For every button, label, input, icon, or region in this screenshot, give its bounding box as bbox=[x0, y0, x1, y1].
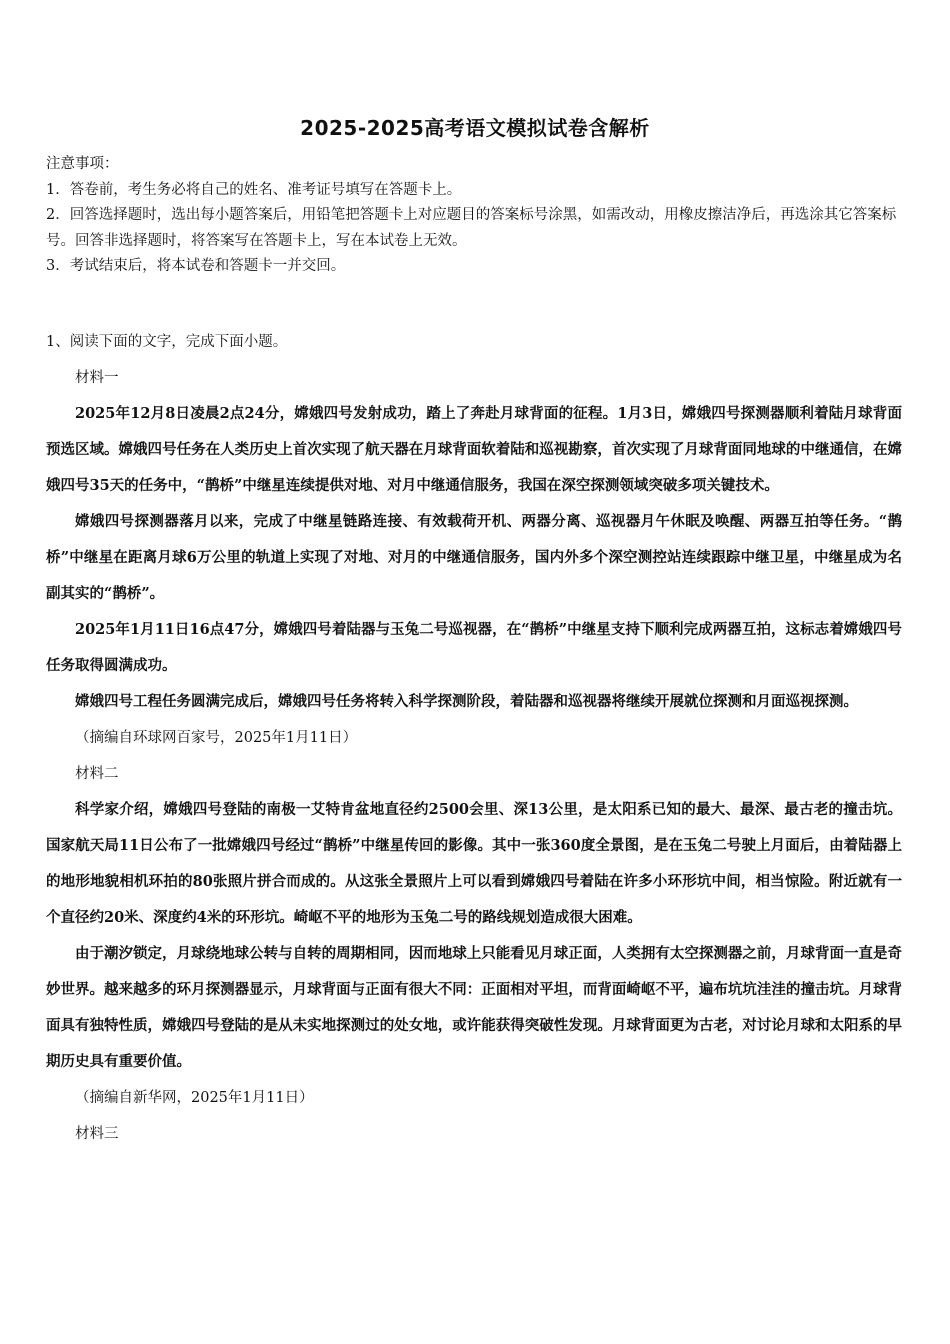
paragraph: 科学家介绍，嫦娥四号登陆的南极一艾特肯盆地直径约2500会里、深13公里，是太阳系已知的最大、最深、最古老的撞击坑。国家航天局11日公布了一批嫦娥四号经过“鹊桥”中继星传回的影像。其中一张360度全景图，是在玉兔二号驶上月面后，由着陆器上的地形地貌相机环拍的80张照片拼合而成的。从这张全景照片上可以看到嫦娥四号着陆在许多小环形坑中间，相当惊险。附近就有一个直径约20米、深度约4米的环形坑。崎岖不平的地形为玉兔二号的路线规划造成很大困难。 bbox=[46, 801, 902, 926]
paragraph: 由于潮汐锁定，月球绕地球公转与自转的周期相同，因而地球上只能看见月球正面，人类拥有太空探测器之前，月球背面一直是奇妙世界。越来越多的环月探测器显示，月球背面与正面有很大不同：正面相对平坦，而背面崎岖不平，遍布坑坑洼洼的撞击坑。月球背面具有独特性质，嫦娥四号登陆的是从未实地探测过的处女地，或许能获得突破性发现。月球背面更为古老，对讨论月球和太阳系的早期历史具有重要价值。 bbox=[46, 945, 902, 1070]
paragraph: 2025年1月11日16点47分，嫦娥四号着陆器与玉兔二号巡视器，在“鹊桥”中继星支持下顺利完成两器互拍，这标志着嫦娥四号任务取得圆满成功。 bbox=[46, 621, 902, 674]
paragraph: 嫦娥四号工程任务圆满完成后，嫦娥四号任务将转入科学探测阶段，着陆器和巡视器将继续开展就位探测和月面巡视探测。 bbox=[75, 693, 858, 710]
notes-section bbox=[46, 152, 906, 280]
material-label: 材料三 bbox=[75, 1126, 119, 1142]
notes-heading: 注意事项： bbox=[46, 156, 119, 172]
question-body bbox=[46, 324, 902, 1152]
source-citation: （摘编自环球网百家号，2025年1月11日） bbox=[75, 730, 358, 746]
notes-item: 2．回答选择题时，选出每小题答案后，用铅笔把答题卡上对应题目的答案标号涂黑，如需改动，用橡皮擦洁净后，再选涂其它答案标号。回答非选择题时，将答案写在答题卡上，写在本试卷上无效。 bbox=[46, 207, 897, 249]
notes-item: 3．考试结束后，将本试卷和答题卡一并交回。 bbox=[46, 258, 346, 274]
paragraph: 嫦娥四号探测器落月以来，完成了中继星链路连接、有效载荷开机、两器分离、巡视器月午休眠及唤醒、两器互拍等任务。“鹊桥”中继星在距离月球6万公里的轨道上实现了对地、对月的中继通信服务，国内外多个深空测控站连续跟踪中继卫星，中继星成为名副其实的“鹊桥”。 bbox=[46, 513, 902, 602]
notes-item: 1．答卷前，考生务必将自己的姓名、准考证号填写在答题卡上。 bbox=[46, 181, 462, 198]
source-citation: （摘编自新华网，2025年1月11日） bbox=[75, 1090, 314, 1106]
material-label: 材料一 bbox=[75, 370, 119, 386]
page-title: 2025-2025高考语文模拟试卷含解析 bbox=[300, 116, 650, 140]
paragraph: 2025年12月8日凌晨2点24分，嫦娥四号发射成功，踏上了奔赴月球背面的征程。1月3日，嫦娥四号探测器顺利着陆月球背面预选区域。嫦娥四号任务在人类历史上首次实现了航天器在月球背面软着陆和巡视勘察，首次实现了月球背面同地球的中继通信，在嫦娥四号35天的任务中，“鹊桥”中继星连续提供对地、对月中继通信服务，我国在深空探测领域突破多项关键技术。 bbox=[46, 405, 902, 494]
question-prompt: 1、阅读下面的文字，完成下面小题。 bbox=[46, 334, 288, 350]
material-label: 材料二 bbox=[75, 766, 119, 782]
